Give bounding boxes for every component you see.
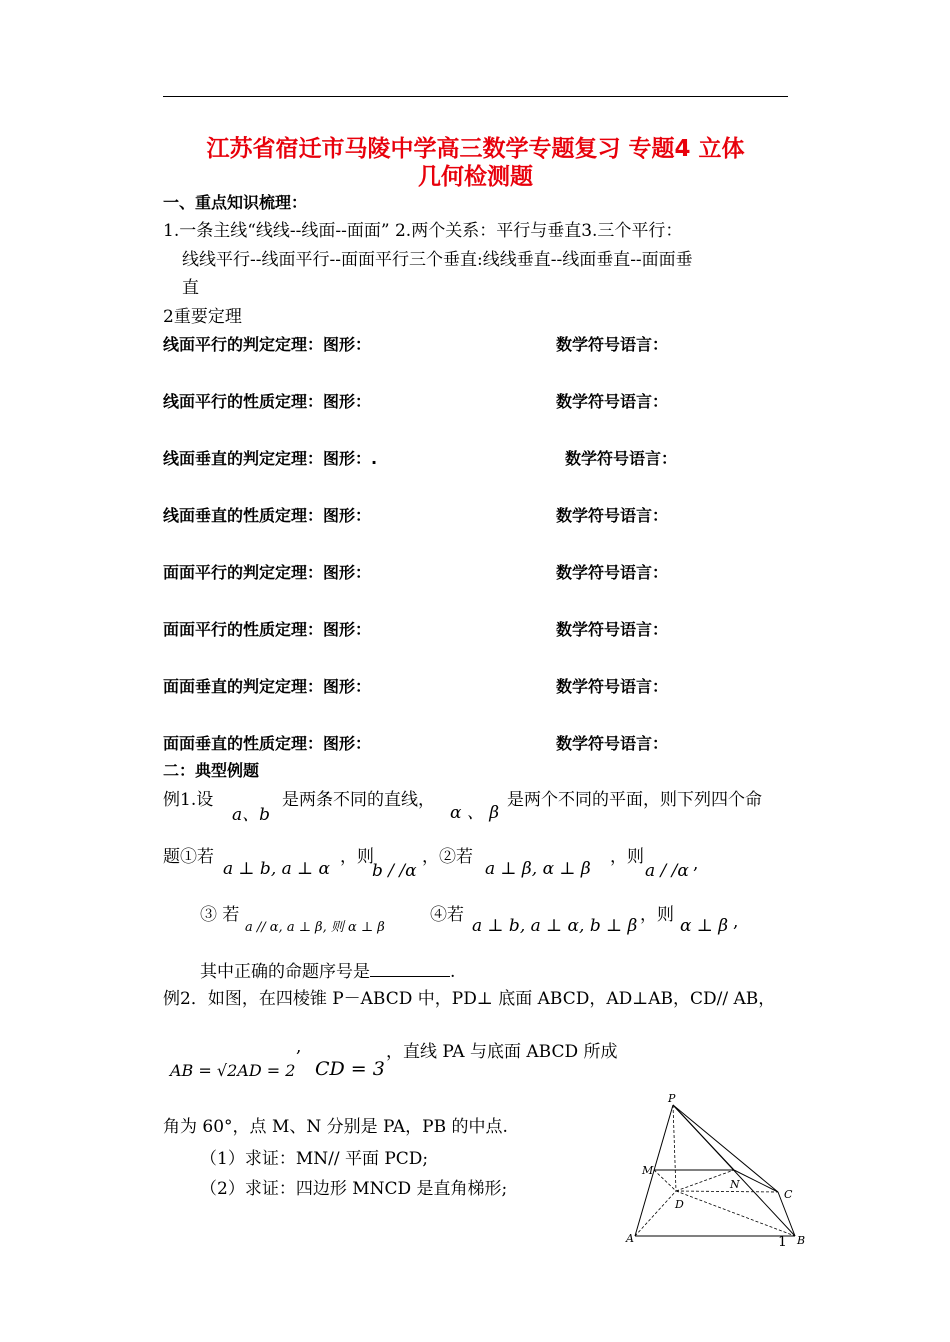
label-B: B — [797, 1234, 806, 1247]
theorem-symbol-label: 数学符号语言： — [565, 449, 678, 468]
ex1-then2: ，则 — [610, 847, 644, 867]
ex2-formula1: AB = √2AD = 2 — [170, 1061, 296, 1080]
ex1-intro: 例1.设 — [163, 790, 214, 810]
ex1-planes-alpha-beta: α 、 β — [450, 803, 500, 823]
ex1-text2: 是两个不同的平面，则下列四个命 — [507, 790, 762, 810]
pyramid-figure — [620, 1092, 810, 1252]
ex2-line3: 角为 60°，点 M、N 分别是 PA，PB 的中点. — [163, 1117, 508, 1137]
section1-p1-line1: 1.一条主线“线线--线面--面面” 2.两个关系：平行与垂直3.三个平行： — [163, 221, 683, 241]
edge-PC — [673, 1105, 778, 1192]
theorem-symbol-label: 数学符号语言： — [556, 563, 669, 582]
ex1-result2: a / /α — [645, 861, 689, 881]
segment-DB-hidden — [676, 1191, 795, 1236]
theorem-name: 面面平行的性质定理：图形： — [163, 620, 372, 639]
ex2-formula2: CD = 3 — [315, 1058, 385, 1080]
document-title-line2: 几何检测题 — [418, 164, 533, 190]
ex2-question2: （2）求证：四边形 MNCD 是直角梯形; — [200, 1179, 508, 1199]
ex1-condition1: a ⊥ b, a ⊥ α — [223, 859, 331, 879]
segment-MD-hidden — [654, 1170, 676, 1191]
edge-DC-hidden — [676, 1191, 778, 1192]
label-D: D — [675, 1198, 684, 1211]
answer-blank[interactable] — [370, 960, 450, 977]
ex2-line2-text: ，直线 PA 与底面 ABCD 所成 — [386, 1042, 618, 1062]
segment-PN — [673, 1105, 734, 1170]
page-number: 1 — [778, 1234, 787, 1250]
ex1-result1: b / /α — [372, 861, 417, 881]
ex1-then4: ，则 — [640, 905, 674, 925]
theorem-name: 面面垂直的判定定理：图形： — [163, 677, 372, 696]
section1-p2: 2重要定理 — [163, 307, 242, 327]
theorem-name: 面面平行的判定定理：图形： — [163, 563, 372, 582]
theorem-symbol-label: 数学符号语言： — [556, 677, 669, 696]
ex1-answer-line — [200, 960, 455, 983]
edge-PD-hidden — [673, 1105, 676, 1191]
ex2-comma1: , — [296, 1037, 302, 1057]
theorem-symbol-label: 数学符号语言： — [556, 620, 669, 639]
ex1-lines-ab: a、b — [232, 805, 271, 825]
theorem-name: 线面垂直的性质定理：图形： — [163, 506, 372, 525]
label-M: M — [642, 1164, 654, 1177]
ex1-c3-prefix: ③ 若 — [200, 905, 240, 925]
ex1-condition3: a // α, a ⊥ β, 则 α ⊥ β — [245, 920, 385, 935]
ex1-text1: 是两条不同的直线， — [282, 790, 435, 810]
ex2-line1: 例2．如图，在四棱锥 P－ABCD 中，PD⊥ 底面 ABCD，AD⊥AB，CD// AB， — [163, 989, 776, 1009]
theorem-symbol-label: 数学符号语言： — [556, 392, 669, 411]
ex2-question1: （1）求证：MN// 平面 PCD; — [200, 1149, 429, 1169]
ex1-end4: , — [733, 912, 739, 932]
section1-p1-line3: 直 — [182, 278, 199, 298]
section1-heading: 一、重点知识梳理： — [163, 193, 308, 212]
theorem-symbol-label: 数学符号语言： — [556, 506, 669, 525]
section1-p1-line2: 线线平行--线面平行--面面平行三个垂直:线线垂直--线面垂直--面面垂 — [182, 250, 693, 270]
ex1-c2-prefix: ，②若 — [422, 847, 473, 867]
header-rule — [163, 96, 788, 97]
theorem-symbol-label: 数学符号语言： — [556, 734, 669, 753]
ex1-comma: , — [693, 854, 699, 874]
section2-heading: 二：典型例题 — [163, 761, 260, 780]
label-C: C — [784, 1188, 793, 1201]
label-N: N — [730, 1178, 740, 1191]
label-P: P — [668, 1092, 676, 1105]
ex1-result4: α ⊥ β — [680, 916, 729, 936]
ex1-c4-prefix: ④若 — [430, 905, 464, 925]
document-title-line1: 江苏省宿迁市马陵中学高三数学专题复习 专题4 立体 — [206, 136, 745, 162]
theorem-name: 线面平行的判定定理：图形： — [163, 335, 372, 354]
segment-DN-hidden — [676, 1170, 734, 1191]
ex1-q-prefix: 题①若 — [163, 847, 214, 867]
theorem-symbol-label: 数学符号语言： — [556, 335, 669, 354]
ex1-condition4: a ⊥ b, a ⊥ α, b ⊥ β — [472, 916, 638, 936]
ex1-condition2: a ⊥ β, α ⊥ β — [485, 859, 591, 879]
ex1-answer-suffix: . — [450, 962, 456, 982]
label-A: A — [626, 1232, 634, 1245]
theorem-name: 线面垂直的判定定理：图形：. — [163, 449, 378, 468]
theorem-name: 面面垂直的性质定理：图形： — [163, 734, 372, 753]
ex1-then1: ，则 — [340, 847, 374, 867]
ex1-answer-prefix: 其中正确的命题序号是 — [200, 962, 370, 982]
theorem-name: 线面平行的性质定理：图形： — [163, 392, 372, 411]
